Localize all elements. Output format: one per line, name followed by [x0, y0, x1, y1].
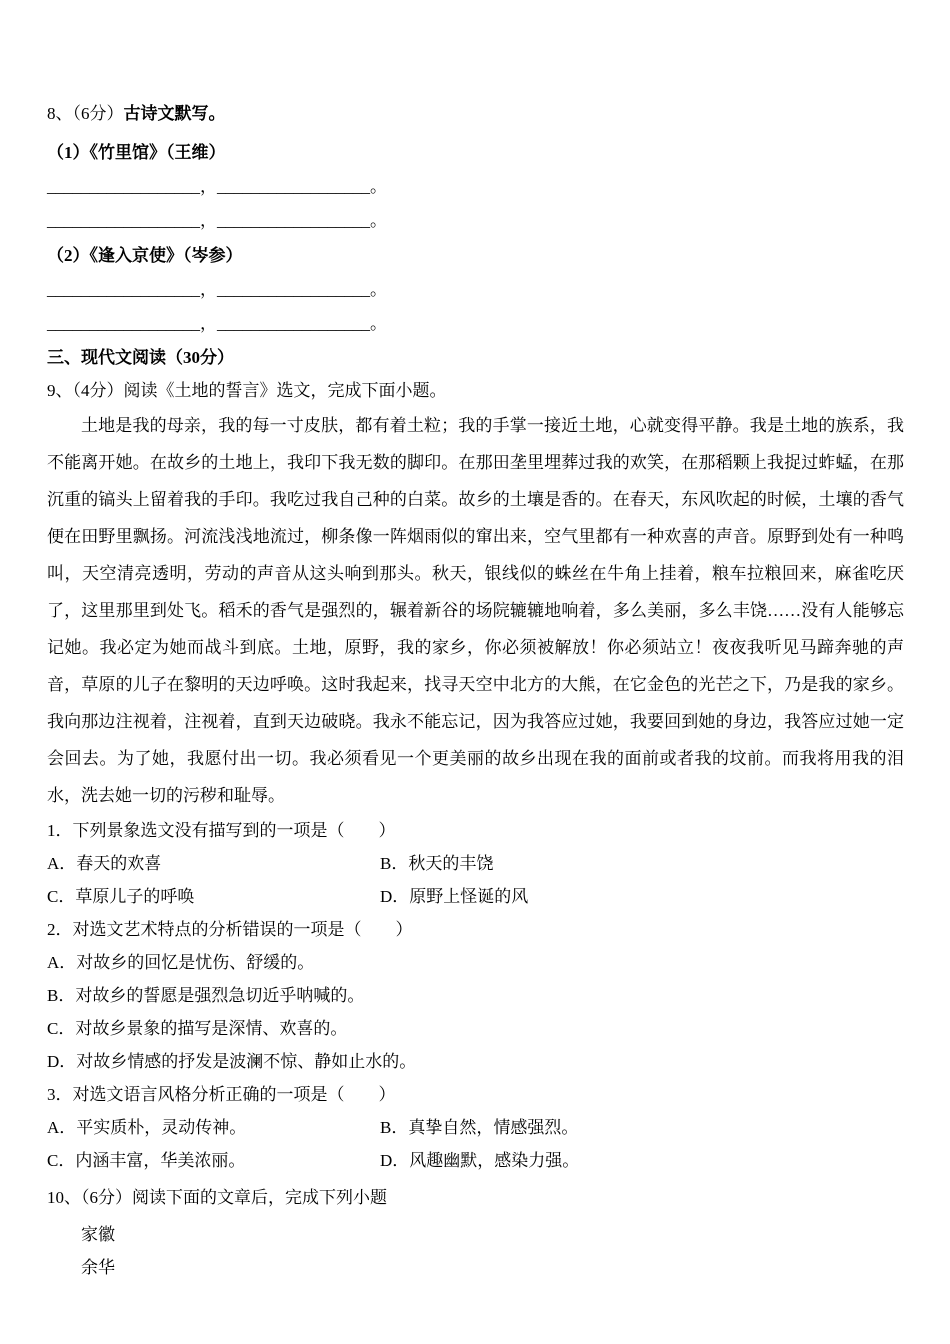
option-9-1-C: C．草原儿子的呼唤 [47, 887, 195, 906]
section-3-heading: 三、现代文阅读（30分） [47, 348, 234, 367]
question-9-passage: 土地是我的母亲，我的每一寸皮肤，都有着土粒；我的手掌一接近土地，心就变得平静。我是土地的族系，我不能离开她。在故乡的土地上，我印下我无数的脚印。在那田垄里埋葬过我的欢笑，在那稻颗上我捉过蚱蜢，在那沉重的镐头上留着我的手印。我吃过我自己种的白菜。故乡的土壤是香的。在春天，东风吹起的时候，土壤的香气便在田野里飘扬。河流浅浅地流过，柳条像一阵烟雨似的窜出来，空气里都有一种欢喜的声音。原野到处有一种鸣叫，天空清亮透明，劳动的声音从这头响到那头。秋天，银线似的蛛丝在牛角上挂着，粮车拉粮回来，麻雀吃厌了，这里那里到处飞。稻禾的香气是强烈的，辗着新谷的场院辘辘地响着，多么美丽，多么丰饶……没有人能够忘记她。我必定为她而战斗到底。土地，原野，我的家乡，你必须被解放！你必须站立！夜夜我听见马蹄奔驰的声音，草原的儿子在黎明的天边呼唤。这时我起来，找寻天空中北方的大熊，在它金色的光芒之下，乃是我的家乡。我向那边注视着，注视着，直到天边破晓。我永不能忘记，因为我答应过她，我要回到她的身边，我答应过她一定会回去。为了她，我愿付出一切。我必须看见一个更美丽的故乡出现在我的面前或者我的坟前。而我将用我的泪水，洗去她一切的污秽和耻辱。 [47, 416, 904, 805]
question-10-article-title: 家徽 [81, 1225, 115, 1244]
question-10-article-author: 余华 [81, 1258, 115, 1277]
question-8-part2-label: （2）《逢入京使》（岑参） [47, 246, 243, 265]
question-8-blank-row-2: __________________，__________________。 [47, 211, 387, 230]
option-9-2-C: C．对故乡景象的描写是深情、欢喜的。 [47, 1019, 348, 1038]
option-9-1-A: A．春天的欢喜 [47, 854, 162, 873]
question-9-3-options-row-1 [47, 1111, 904, 1144]
option-9-2-D: D．对故乡情感的抒发是波澜不惊、静如止水的。 [47, 1052, 417, 1071]
question-8-blank-row-3: __________________，__________________。 [47, 280, 387, 299]
option-9-3-D: D．风趣幽默，感染力强。 [380, 1151, 580, 1170]
question-8-blank-row-4: __________________，__________________。 [47, 314, 387, 333]
question-9-1-options-row-2 [47, 880, 904, 913]
option-9-1-B: B．秋天的丰饶 [380, 854, 494, 873]
question-8-heading [47, 96, 904, 131]
question-9-3-options-row-2 [47, 1144, 904, 1177]
question-9-1-options-row-1 [47, 847, 904, 880]
question-8-blank-row-1: __________________，__________________。 [47, 177, 387, 196]
question-10-intro: 10、（6分）阅读下面的文章后，完成下列小题 [47, 1188, 387, 1207]
question-9-1-stem: 1．下列景象选文没有描写到的一项是（ ） [47, 821, 396, 840]
question-9-2-stem: 2．对选文艺术特点的分析错误的一项是（ ） [47, 920, 413, 939]
option-9-2-B: B．对故乡的誓愿是强烈急切近乎呐喊的。 [47, 986, 365, 1005]
option-9-1-D: D．原野上怪诞的风 [380, 887, 529, 906]
question-8-part1-label: （1）《竹里馆》（王维） [47, 143, 226, 162]
option-9-3-C: C．内涵丰富，华美浓丽。 [47, 1151, 246, 1170]
question-8-title: 古诗文默写。 [123, 104, 226, 123]
question-9-3-stem: 3．对选文语言风格分析正确的一项是（ ） [47, 1085, 396, 1104]
option-9-3-B: B．真挚自然，情感强烈。 [380, 1118, 579, 1137]
question-8-number: 8、（6分） [47, 104, 124, 123]
option-9-3-A: A．平实质朴，灵动传神。 [47, 1118, 247, 1137]
option-9-2-A: A．对故乡的回忆是忧伤、舒缓的。 [47, 953, 315, 972]
question-9-intro: 9、（4分）阅读《土地的誓言》选文，完成下面小题。 [47, 381, 447, 400]
